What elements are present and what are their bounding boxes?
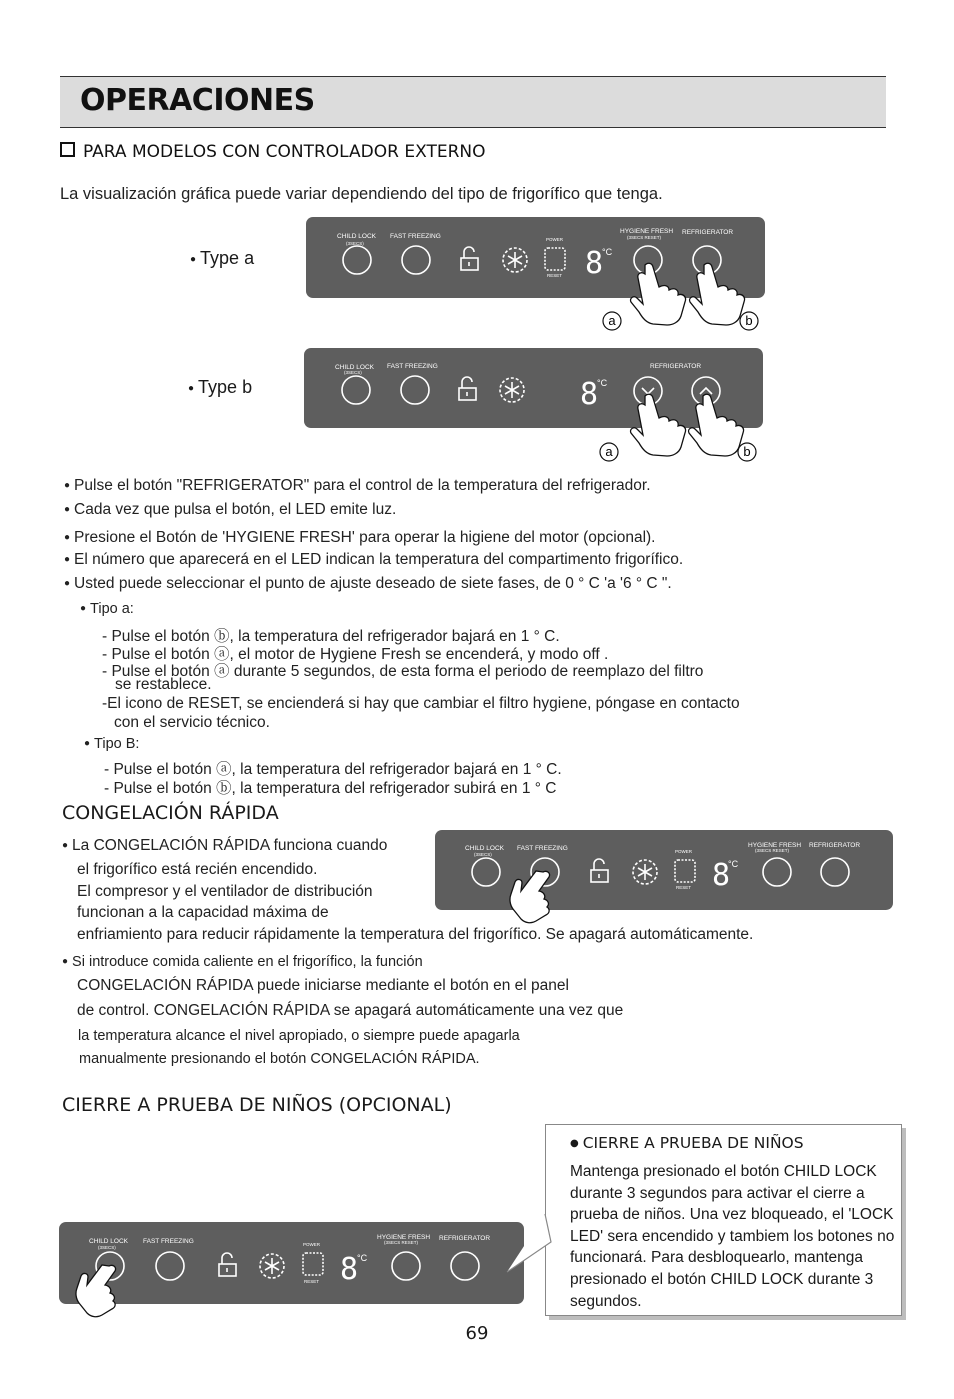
- panel-cl-svg: [59, 1222, 559, 1312]
- snowflake-icon: [503, 248, 527, 272]
- label-fast-freezing: FAST FREEZING: [387, 363, 438, 370]
- label-fast-freezing: FAST FREEZING: [517, 845, 568, 852]
- congelacion-line: el frigorífico está recién encendido.: [77, 861, 318, 878]
- label-refrigerator: REFRIGERATOR: [650, 363, 702, 370]
- label-child-lock-sub: (3SECS): [346, 241, 364, 246]
- cierre-heading: CIERRE A PRUEBA DE NIÑOS (OPCIONAL): [62, 1094, 452, 1116]
- pointing-hand: [510, 871, 550, 923]
- label-power: POWER: [675, 849, 693, 854]
- refrigerator-button[interactable]: [451, 1252, 479, 1280]
- celsius-unit: °C: [597, 378, 608, 388]
- child-lock-button[interactable]: [472, 858, 500, 886]
- tipo-b-line: - Pulse el botón ⓑ, la temperatura del refrigerador subirá en 1 ° C: [104, 780, 557, 797]
- svg-text:b: b: [745, 313, 753, 328]
- section-heading-external: [60, 142, 486, 162]
- fast-freezing-button[interactable]: [402, 246, 430, 274]
- child-lock-box-body: Mantenga presionado el botón CHILD LOCK durante 3 segundos para activar el cierre a prueba de niños. Una vez bloqueado, el 'LOCK LED' sera encendido y tambiem los botones no funcionará. Para desbloquearlo, mantenga presionado el botón CHILD LOCK durante 3 segundos.: [570, 1163, 895, 1310]
- label-hygiene-fresh: HYGIENE FRESH: [748, 842, 802, 849]
- refrigerator-button[interactable]: [821, 858, 849, 886]
- tipo-a-label: ● Tipo a:: [80, 601, 134, 617]
- bullet-line: ● El número que aparecerá en el LED indican la temperatura del compartimento frigorífico.: [64, 551, 683, 569]
- lock-icon: [219, 1253, 236, 1276]
- label-fast-freezing: FAST FREEZING: [143, 1238, 194, 1245]
- label-hygiene-sub: (3SECS RESET): [755, 848, 790, 853]
- fast-freezing-button[interactable]: [401, 376, 429, 404]
- callout-pointer: [507, 1214, 551, 1272]
- page-title-bar: [60, 76, 886, 128]
- congelacion-line: ● Si introduce comida caliente en el frigorífico, la función: [62, 954, 423, 970]
- control-panel-child-lock: [59, 1222, 524, 1304]
- temp-display: 8: [585, 246, 604, 281]
- panel-a-svg: [306, 217, 765, 327]
- page-number: 69: [465, 1323, 489, 1344]
- label-refrigerator: REFRIGERATOR: [439, 1235, 491, 1242]
- chevron-up-icon: [700, 388, 712, 394]
- label-child-lock: CHILD LOCK: [337, 233, 377, 240]
- power-reset-icon: [545, 248, 565, 270]
- svg-text:a: a: [608, 313, 616, 328]
- tipo-a-line: - Pulse el botón ⓐ durante 5 segundos, de esta forma el periodo de reemplazo del filtro: [102, 663, 704, 680]
- label-hygiene-fresh: HYGIENE FRESH: [620, 228, 674, 235]
- hygiene-fresh-button[interactable]: [763, 858, 791, 886]
- congelacion-line: la temperatura alcance el nivel apropiado, o siempre puede apagarla: [78, 1028, 520, 1044]
- temp-display: 8: [712, 858, 731, 893]
- lock-icon: [461, 247, 478, 270]
- lock-icon: [459, 377, 476, 400]
- congelacion-line: CONGELACIÓN RÁPIDA puede iniciarse mediante el botón en el panel: [77, 977, 569, 994]
- label-child-lock: CHILD LOCK: [465, 845, 505, 852]
- svg-text:b: b: [743, 444, 751, 459]
- label-hygiene-fresh: HYGIENE FRESH: [377, 1234, 431, 1241]
- marker-a-type-b: [598, 441, 620, 463]
- child-lock-button[interactable]: [342, 376, 370, 404]
- section-heading-text: PARA MODELOS CON CONTROLADOR EXTERNO: [83, 142, 486, 162]
- label-power: POWER: [303, 1242, 321, 1247]
- bullet-line: ● Pulse el botón "REFRIGERATOR" para el control de la temperatura del refrigerador.: [64, 477, 651, 495]
- fast-freezing-button[interactable]: [156, 1252, 184, 1280]
- tipo-a-line: se restablece.: [115, 676, 212, 693]
- label-child-lock-sub: (3SECS): [98, 1245, 116, 1250]
- bullet-line: ● Usted puede seleccionar el punto de ajuste deseado de siete fases, de 0 ° C 'a '6 ° C ".: [64, 575, 672, 593]
- label-child-lock: CHILD LOCK: [89, 1238, 129, 1245]
- snowflake-icon: [633, 860, 657, 884]
- panel-b-svg: [304, 348, 763, 458]
- marker-a-type-a: [601, 310, 623, 332]
- type-a-label: ● Type a: [190, 248, 254, 269]
- pointing-hand-b: [690, 263, 745, 325]
- congelacion-line: de control. CONGELACIÓN RÁPIDA se apagará automáticamente una vez que: [77, 1002, 624, 1019]
- snowflake-icon: [500, 378, 524, 402]
- page-title: OPERACIONES: [80, 83, 315, 118]
- label-reset: RESET: [676, 885, 692, 890]
- tipo-a-line: -El icono de RESET, se encienderá si hay que cambiar el filtro hygiene, póngase en contacto: [102, 695, 740, 712]
- celsius-unit: °C: [728, 859, 739, 869]
- lock-icon: [591, 859, 608, 882]
- congelacion-line: El compresor y el ventilador de distribución: [77, 883, 373, 900]
- child-lock-button[interactable]: [343, 246, 371, 274]
- temp-display: 8: [340, 1252, 359, 1287]
- congelacion-line: funcionan a la capacidad máxima de: [77, 904, 329, 921]
- congelacion-line: enfriamiento para reducir rápidamente la temperatura del frigorífico. Se apagará automáticamente.: [77, 926, 754, 943]
- child-lock-info-box: [545, 1124, 902, 1316]
- marker-b-type-a: [738, 310, 760, 332]
- label-refrigerator: REFRIGERATOR: [682, 229, 734, 236]
- label-power: POWER: [546, 237, 564, 242]
- pointing-hand-a: [631, 394, 686, 456]
- congelacion-line: manualmente presionando el botón CONGELACIÓN RÁPIDA.: [79, 1051, 480, 1067]
- marker-b-type-b: [736, 441, 758, 463]
- hygiene-fresh-button[interactable]: [392, 1252, 420, 1280]
- bullet-line: ● Cada vez que pulsa el botón, el LED emite luz.: [64, 501, 396, 519]
- type-b-label: ● Type b: [188, 377, 252, 398]
- celsius-unit: °C: [602, 247, 613, 257]
- control-panel-type-b: [304, 348, 763, 428]
- pointing-hand: [76, 1265, 116, 1317]
- tipo-b-line: - Pulse el botón ⓐ, la temperatura del refrigerador bajará en 1 ° C.: [104, 761, 562, 778]
- label-reset: RESET: [547, 273, 563, 278]
- pointing-hand-a: [631, 263, 686, 325]
- snowflake-icon: [260, 1254, 284, 1278]
- chevron-down-icon: [642, 388, 654, 394]
- tipo-a-line: - Pulse el botón ⓐ, el motor de Hygiene Fresh se encenderá, y modo off .: [102, 646, 609, 663]
- celsius-unit: °C: [357, 1253, 368, 1263]
- label-reset: RESET: [304, 1279, 320, 1284]
- label-fast-freezing: FAST FREEZING: [390, 233, 441, 240]
- tipo-a-line: - Pulse el botón ⓑ, la temperatura del refrigerador bajará en 1 ° C.: [102, 628, 560, 645]
- control-panel-fast-freezing: [435, 830, 893, 910]
- checkbox-icon: [60, 142, 75, 157]
- panel-ff-svg: [435, 830, 893, 930]
- power-reset-icon: [303, 1253, 323, 1275]
- intro-text: La visualización gráfica puede variar dependiendo del tipo de frigorífico que tenga.: [60, 185, 663, 203]
- child-lock-box-heading: ● CIERRE A PRUEBA DE NIÑOS: [570, 1134, 804, 1152]
- congelacion-line: ● La CONGELACIÓN RÁPIDA funciona cuando: [62, 837, 387, 855]
- label-refrigerator: REFRIGERATOR: [809, 842, 861, 849]
- label-child-lock-sub: (3SECS): [344, 370, 362, 375]
- bullet-line: ● Presione el Botón de 'HYGIENE FRESH' para operar la higiene del motor (opcional).: [64, 529, 655, 547]
- tipo-b-label: ● Tipo B:: [84, 736, 139, 752]
- label-child-lock: CHILD LOCK: [335, 364, 375, 371]
- label-hygiene-sub: (3SECS RESET): [384, 1240, 419, 1245]
- label-hygiene-sub: (3SECS RESET): [627, 235, 662, 240]
- congelacion-heading: CONGELACIÓN RÁPIDA: [62, 802, 279, 824]
- power-reset-icon: [675, 860, 695, 882]
- control-panel-type-a: [306, 217, 765, 298]
- svg-text:a: a: [605, 444, 613, 459]
- temp-display: 8: [580, 377, 599, 412]
- tipo-a-line: con el servicio técnico.: [114, 714, 270, 731]
- label-child-lock-sub: (3SECS): [474, 852, 492, 857]
